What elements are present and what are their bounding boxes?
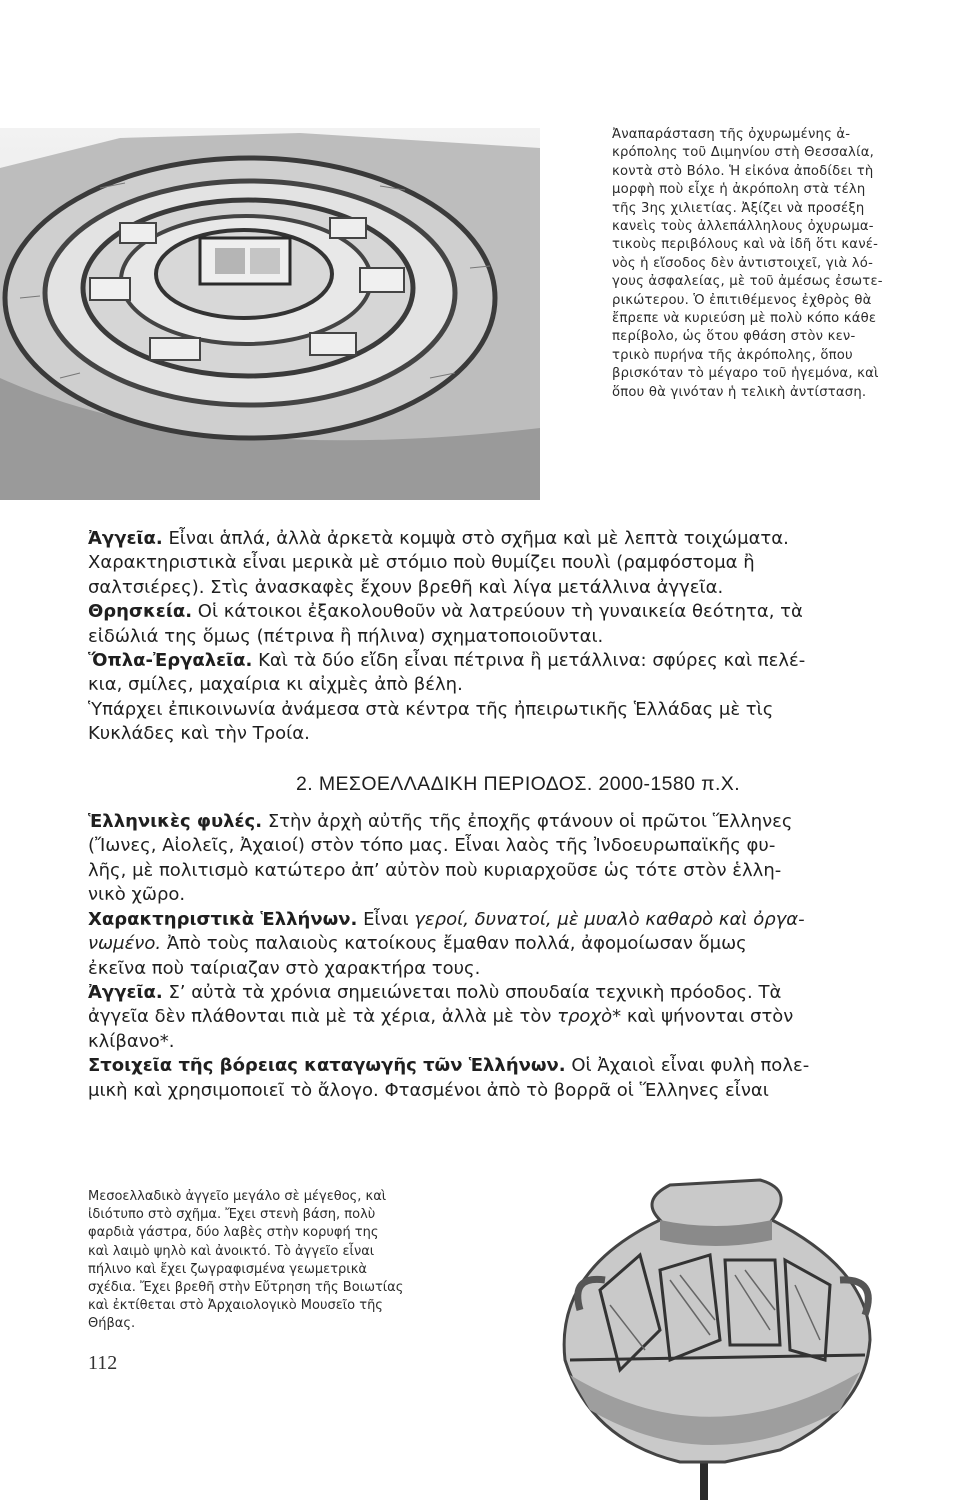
text-line: Χαρακτηριστικὰ εἶναι μερικὰ μὲ στόμιο ποὺ θυμίζει πουλὶ (ραμφόστομα ἢ [88,552,755,574]
text-line: σαλτσιέρες). Στὶς ἀνασκαφὲς ἔχουν βρεθῆ καὶ λίγα μετάλλινα ἀγγεῖα. [88,576,724,598]
term-vessels-2: Ἀγγεῖα. [88,981,163,1003]
term-weapons-tools: Ὅπλα-Ἐργαλεῖα. [88,650,253,672]
caption-line: ἰδιότυπο στὸ σχῆμα. Ἔχει στενὴ βάση, πολὺ [88,1207,376,1223]
paragraph-weapons-tools [88,649,948,673]
caption-line: ἔπρεπε νὰ κυριεύση μὲ πολὺ κόπο κάθε [612,311,877,327]
vessel-photo-caption [88,1188,486,1334]
caption-line: τικοὺς περιβόλους καὶ νὰ ἰδῆ ὅτι κανέ- [612,237,879,253]
caption-line: τρικὸ πυρήνα τῆς ἀκρόπολης, ὅπου [612,347,853,363]
caption-line: φαρδιὰ γάστρα, δύο λαβὲς στὴν κορυφή της [88,1225,379,1241]
caption-line: κοντὰ στὸ Βόλο. Ἡ εἰκόνα ἀποδίδει τὴ [612,163,874,179]
main-text [88,527,948,1103]
text-line: ἐκεῖνα ποὺ ταίριαζαν στὸ χαρακτήρα τους. [88,957,481,979]
caption-line: περίβολο, ὡς ὅτου φθάση στὸν κεν- [612,329,856,345]
caption-line: Μεσοελλαδικὸ ἀγγεῖο μεγάλο σὲ μέγεθος, καὶ [88,1189,387,1204]
paragraph-religion [88,600,948,624]
term-greek-traits: Χαρακτηριστικὰ Ἑλλήνων. [88,908,358,930]
section-heading: 2. ΜΕΣΟΕΛΛΑΔΙΚΗ ΠΕΡΙΟΔΟΣ. 2000-1580 π.Χ. [295,772,741,795]
acropolis-illustration [0,128,540,500]
paragraph-greek-traits [88,908,948,932]
caption-line: νὸς ἡ εἴσοδος δὲν ἀντιστοιχεῖ, γιὰ λό- [612,255,874,271]
text-line: Οἱ κάτοικοι ἐξακολουθοῦν νὰ λατρεύουν τὴ γυναικεία θεότητα, τὰ [197,601,803,623]
term-greek-tribes: Ἑλληνικὲς φυλές. [88,811,263,833]
caption-line: κανεὶς τοὺς ἀλλεπάλληλους ὀχυρωμα- [612,219,874,235]
text-line: (Ἴωνες, Αἰολεῖς, Ἀχαιοί) στὸν τόπο μας. Εἶναι λαὸς τῆς Ἰνδοευρωπαϊκῆς φυ- [88,835,776,857]
caption-line: ρικώτερου. Ὁ ἐπιτιθέμενος ἐχθρὸς θὰ [612,292,872,308]
text-fragment: καὶ ψήνονται στὸν [626,1006,794,1028]
text-line: νικὸ χῶρο. [88,884,186,906]
term-religion: Θρησκεία. [88,601,193,623]
text-line: εἰδώλιά της ὅμως (πέτρινα ἢ πήλινα) σχηματοποιοῦνται. [88,625,604,647]
text-line: Ὑπάρχει ἐπικοινωνία ἀνάμεσα στὰ κέντρα τῆς ἠπειρωτικῆς Ἑλλάδας μὲ τὶς [88,698,774,720]
caption-line: Θήβας. [88,1316,136,1332]
text-line: λῆς, μὲ πολιτισμὸ κατώτερο ἀπ’ αὐτὸν ποὺ κυριαρχοῦσε ὡς τότε στὸν ἑλλη- [88,859,782,881]
text-fragment: Ἀπὸ τοὺς παλαιοὺς κατοίκους ἔμαθαν πολλά, ἀφομοίωσαν ὅμως [166,933,747,955]
italic-fragment: νωμένο. [88,933,162,955]
caption-line: καὶ ἐκτίθεται στὸ Ἀρχαιολογικὸ Μουσεῖο τῆς [88,1298,383,1314]
caption-line: μορφὴ ποὺ εἶχε ἡ ἀκρόπολη στὰ τέλη [612,182,866,198]
page-number: 112 [88,1352,118,1374]
paragraph-vessels [88,527,948,551]
italic-fragment: γεροί, δυνατοί, μὲ μυαλὸ καθαρὸ καὶ ὀργα- [414,908,805,930]
paragraph-vessels-2 [88,981,948,1005]
text-line: μικὴ καὶ χρησιμοποιεῖ τὸ ἄλογο. Φτασμένοι ἀπὸ τὸ βορρᾶ οἱ Ἕλληνες εἶναι [88,1079,769,1101]
text-line: Στὴν ἀρχὴ αὐτῆς τῆς ἐποχῆς φτάνουν οἱ πρῶτοι Ἕλληνες [267,811,793,833]
caption-line: Ἀναπαράσταση τῆς ὀχυρωμένης ἀ- [612,127,851,142]
caption-line: κρόπολης τοῦ Διμηνίου στὴ Θεσσαλία, [612,145,875,161]
paragraph-greek-tribes [88,810,948,834]
caption-line: σχέδια. Ἔχει βρεθῆ στὴν Εὔτρηση τῆς Βοιωτίας [88,1280,404,1296]
text-line: Εἶναι ἁπλά, ἀλλὰ ἀρκετὰ κομψὰ στὸ σχῆμα καὶ μὲ λεπτὰ τοιχώματα. [168,528,789,549]
caption-line: καὶ λαιμὸ ψηλὸ καὶ ἀνοικτό. Τὸ ἀγγεῖο εἶναι [88,1243,375,1259]
caption-line: ὅπου θὰ γινόταν ἡ τελικὴ ἀντίσταση. [612,384,867,400]
text-line: κλίβανο*. [88,1030,175,1052]
text-line [88,1005,948,1029]
term-northern-origin: Στοιχεῖα τῆς βόρειας καταγωγῆς τῶν Ἑλλήνων. [88,1055,566,1077]
text-line: Κυκλάδες καὶ τὴν Τροία. [88,723,310,745]
text-fragment: ἀγγεῖα δὲν πλάθονται πιὰ μὲ τὰ χέρια, ἀλλὰ μὲ τὸν [88,1006,552,1028]
paragraph-northern-origin [88,1054,948,1078]
vessel-photo [510,1160,910,1500]
text-line: Οἱ Ἀχαιοὶ εἶναι φυλὴ πολε- [571,1055,810,1077]
text-fragment: Εἶναι [363,908,409,930]
caption-line: τῆς 3ης χιλιετίας. Ἀξίζει νὰ προσέξη [612,200,865,216]
text-line: Καὶ τὰ δύο εἴδη εἶναι πέτρινα ἢ μετάλλινα: σφύρες καὶ πελέ- [258,650,806,672]
caption-line: βρισκόταν τὸ μέγαρο τοῦ ἡγεμόνα, καὶ [612,366,879,382]
italic-fragment: τροχὸ* [557,1006,622,1028]
caption-line: πήλινο καὶ ἔχει ζωγραφισμένα γεωμετρικὰ [88,1261,367,1277]
text-line [88,932,948,956]
text-line: Σ’ αὐτὰ τὰ χρόνια σημειώνεται πολὺ σπουδαία τεχνικὴ πρόοδος. Τὰ [168,981,782,1003]
caption-line: γους ἀσφαλείας, μὲ τοῦ ἀμέσως ἐσωτε- [612,274,883,290]
top-illustration-caption [612,126,957,402]
text-line: κια, σμίλες, μαχαίρια κι αἰχμὲς ἀπὸ βέλη. [88,674,463,696]
term-vessels: Ἀγγεῖα. [88,528,163,549]
